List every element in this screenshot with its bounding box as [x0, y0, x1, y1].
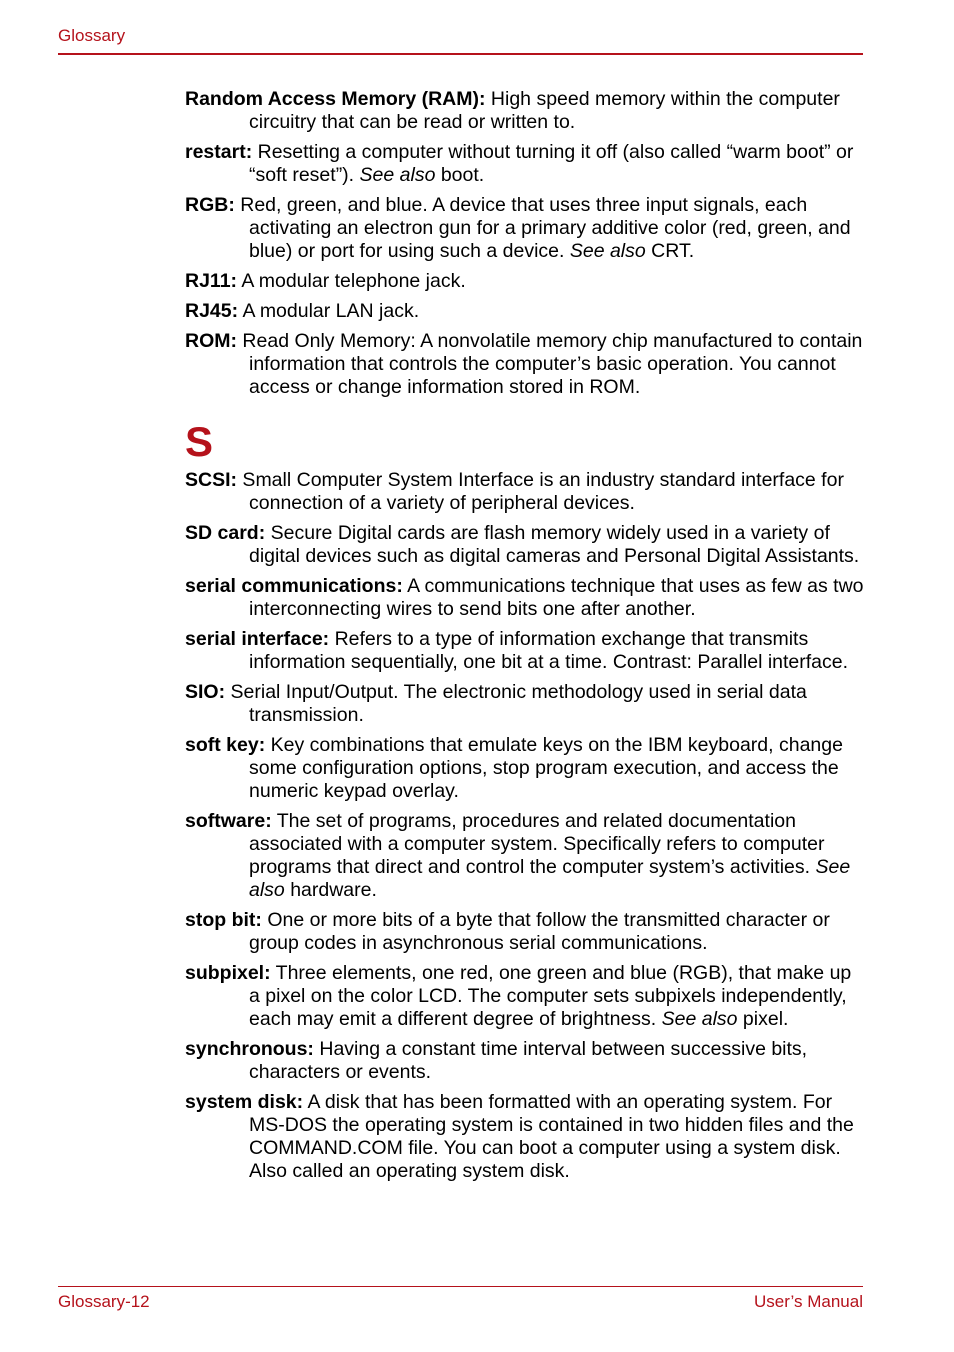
glossary-definition: Read Only Memory: A nonvolatile memory chip manufactured to contain information that controls the computer’s basic operation. You cannot access or change information stored in ROM. — [237, 330, 863, 398]
glossary-entry — [185, 909, 865, 955]
glossary-entry — [185, 270, 865, 293]
see-also-ref: See also — [661, 1008, 738, 1030]
glossary-term: SCSI: — [185, 469, 238, 491]
glossary-entry — [185, 1091, 865, 1183]
glossary-term: serial communications: — [185, 575, 403, 597]
glossary-entry — [185, 141, 865, 187]
glossary-definition-end: CRT. — [645, 240, 695, 262]
glossary-entry — [185, 469, 865, 515]
glossary-term: ROM: — [185, 330, 237, 352]
glossary-definition: Having a constant time interval between successive bits, characters or events. — [249, 1038, 808, 1083]
glossary-term: soft key: — [185, 734, 266, 756]
glossary-term: RJ11: — [185, 270, 238, 292]
glossary-term: RJ45: — [185, 300, 239, 322]
page-number: Glossary-12 — [58, 1292, 150, 1311]
glossary-entry — [185, 962, 865, 1031]
entries-s-list — [185, 469, 865, 1183]
glossary-term: serial interface: — [185, 628, 330, 650]
glossary-definition: Resetting a computer without turning it off (also called “warm boot” or “soft reset”). — [249, 141, 854, 186]
glossary-term: subpixel: — [185, 962, 271, 984]
glossary-definition: High speed memory within the computer circuitry that can be read or written to. — [249, 88, 840, 133]
glossary-entry — [185, 1038, 865, 1084]
glossary-term: stop bit: — [185, 909, 262, 931]
glossary-term: software: — [185, 810, 272, 832]
glossary-definition: A communications technique that uses as few as two interconnecting wires to send bits one after another. — [249, 575, 864, 620]
glossary-term: synchronous: — [185, 1038, 314, 1060]
glossary-definition: Red, green, and blue. A device that uses three input signals, each activating an electron gun for a primary additive color (red, green, and blue) or port for using such a device. — [234, 194, 851, 262]
glossary-term: restart: — [185, 141, 253, 163]
glossary-definition-end: boot. — [435, 164, 485, 186]
glossary-entry — [185, 810, 865, 902]
glossary-entry — [185, 330, 865, 399]
glossary-term: SD card: — [185, 522, 266, 544]
glossary-entry — [185, 681, 865, 727]
see-also-ref: See also — [569, 240, 646, 262]
glossary-term: Random Access Memory (RAM): — [185, 88, 486, 110]
entries-r-list — [185, 88, 865, 399]
section-letter: S — [185, 418, 214, 465]
glossary-definition: Secure Digital cards are flash memory widely used in a variety of digital devices such as digital cameras and Personal Digital Assistants. — [249, 522, 860, 567]
glossary-definition: Key combinations that emulate keys on the IBM keyboard, change some configuration options, stop program execution, and access the numeric keypad overlay. — [249, 734, 843, 802]
glossary-entry — [185, 300, 865, 323]
glossary-term: RGB: — [185, 194, 235, 216]
glossary-content — [185, 88, 865, 1190]
glossary-definition: A modular LAN jack. — [238, 300, 420, 322]
glossary-term: system disk: — [185, 1091, 304, 1113]
running-header: Glossary — [58, 26, 126, 45]
glossary-definition: A disk that has been formatted with an operating system. For MS-DOS the operating system is contained in two hidden files and the COMMAND.COM file. You can boot a computer using a system disk. Also called an operating system disk. — [249, 1091, 854, 1182]
glossary-entry — [185, 88, 865, 134]
glossary-definition: Refers to a type of information exchange that transmits information sequentially, one bit at a time. Contrast: Parallel interface. — [249, 628, 849, 673]
footer-divider — [58, 1286, 863, 1287]
see-also-ref: See also — [359, 164, 436, 186]
glossary-definition: Three elements, one red, one green and blue (RGB), that make up a pixel on the color LCD. The computer sets subpixels independently, each may emit a different degree of brightness. — [249, 962, 852, 1030]
glossary-definition-end: hardware. — [284, 879, 377, 901]
glossary-entry — [185, 628, 865, 674]
glossary-definition: Serial Input/Output. The electronic methodology used in serial data transmission. — [225, 681, 807, 726]
glossary-definition: A modular telephone jack. — [237, 270, 466, 292]
glossary-entry — [185, 575, 865, 621]
glossary-entry — [185, 194, 865, 263]
glossary-definition: One or more bits of a byte that follow the transmitted character or group codes in asynchronous serial communications. — [249, 909, 830, 954]
header-divider — [58, 53, 863, 55]
glossary-term: SIO: — [185, 681, 226, 703]
glossary-entry — [185, 734, 865, 803]
see-also-ref: See also — [249, 856, 851, 901]
glossary-definition: The set of programs, procedures and related documentation associated with a computer system. Specifically refers to computer programs that direct and control the computer system’s activities. — [249, 810, 825, 878]
glossary-definition-end: pixel. — [737, 1008, 789, 1030]
glossary-definition: Small Computer System Interface is an industry standard interface for connection of a variety of peripheral devices. — [237, 469, 844, 514]
manual-title: User’s Manual — [754, 1292, 863, 1311]
glossary-entry — [185, 522, 865, 568]
